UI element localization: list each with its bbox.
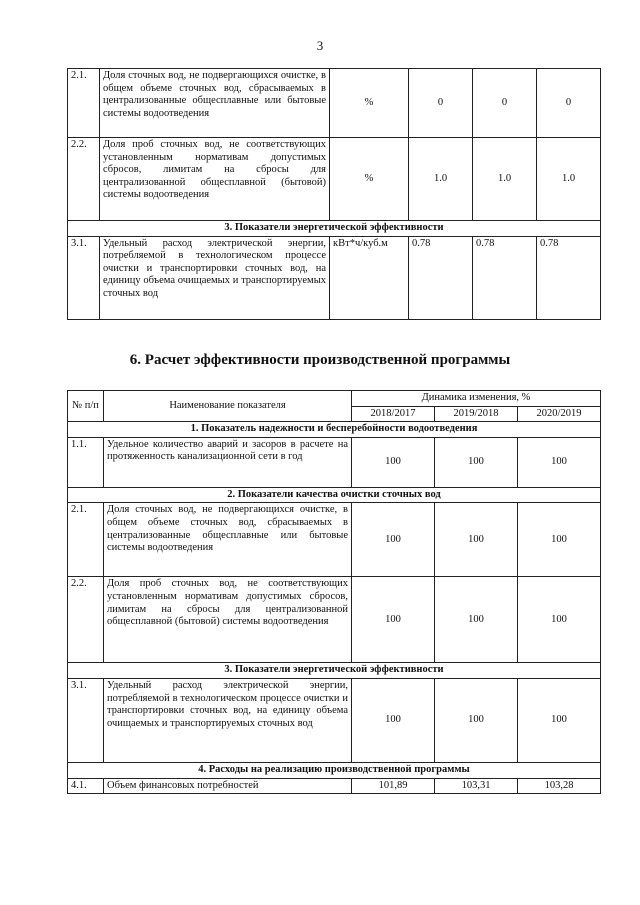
col-name-header: Наименование показателя [104,391,352,422]
col-number-header: № п/п [68,391,104,422]
efficiency-table [67,390,601,794]
indicators-table-continued [67,68,601,320]
value-cell: 0.78 [409,236,473,319]
section-title: 2. Показатели качества очистки сточных вод [68,487,601,503]
header-row [68,391,601,407]
table-row [68,778,601,794]
table-row [68,69,601,138]
table-row [68,437,601,487]
row-number: 4.1. [68,778,104,794]
section-title: 1. Показатель надежности и бесперебойности водоотведения [68,422,601,438]
section-title: 3. Показатели энергетической эффективности [68,221,601,237]
table-row [68,678,601,762]
section-row [68,487,601,503]
section-row [68,422,601,438]
value-cell: 1.0 [473,138,537,221]
section-row [68,663,601,679]
table-row [68,236,601,319]
value-cell: 100 [352,577,435,663]
col-dynamics-header: Динамика изменения, % [352,391,601,407]
table-row [68,503,601,577]
year-header: 2019/2018 [435,406,518,422]
value-cell: 100 [518,678,601,762]
indicator-name: Доля сточных вод, не подвергающихся очистке, в общем объеме сточных вод, сбрасываемых в централизованные общесплавные или бытовые системы водоотведения [100,69,330,138]
indicator-name: Удельный расход электрической энергии, потребляемой в технологическом процессе очистки и транспортировки сточных вод, на единицу объема очищаемых и транспортируемых сточных вод [100,236,330,319]
indicator-name: Объем финансовых потребностей [104,778,352,794]
value-cell: 0.78 [537,236,601,319]
value-cell: 100 [518,577,601,663]
row-number: 2.1. [68,69,100,138]
value-cell: 0 [537,69,601,138]
section-title: 3. Показатели энергетической эффективности [68,663,601,679]
table-row [68,577,601,663]
value-cell: 103,31 [435,778,518,794]
row-number: 2.2. [68,577,104,663]
indicator-name: Доля проб сточных вод, не соответствующих установленным нормативам допустимых сбросов, лимитам на сбросы для централизованной общесплавной (бытовой) системы водоотведения [104,577,352,663]
row-number: 3.1. [68,236,100,319]
indicator-name: Доля сточных вод, не подвергающихся очистке, в общем объеме сточных вод, сбрасываемых в централизованные общесплавные или бытовые системы водоотведения [104,503,352,577]
indicator-name: Доля проб сточных вод, не соответствующих установленным нормативам допустимых сбросов, лимитам на сбросы для централизованной общесплавной (бытовой) системы водоотведения [100,138,330,221]
indicator-name: Удельное количество аварий и засоров в расчете на протяженность канализационной сети в год [104,437,352,487]
page-number: 3 [316,38,324,53]
value-cell: 1.0 [409,138,473,221]
value-cell: 0 [473,69,537,138]
value-cell: 100 [352,503,435,577]
row-number: 2.2. [68,138,100,221]
value-cell: 100 [352,437,435,487]
year-header: 2020/2019 [518,406,601,422]
value-cell: 100 [435,678,518,762]
value-cell: 1.0 [537,138,601,221]
indicator-name: Удельный расход электрической энергии, потребляемой в технологическом процессе очистки и транспортировки сточных вод, на единицу объема очищаемых и транспортируемых сточных вод [104,678,352,762]
section-row [68,221,601,237]
row-number: 3.1. [68,678,104,762]
section-heading: 6. Расчет эффективности производственной программы [129,352,511,368]
unit-cell: кВт*ч/куб.м [330,236,409,319]
value-cell: 100 [435,503,518,577]
table-row [68,138,601,221]
year-header: 2018/2017 [352,406,435,422]
section-row [68,762,601,778]
value-cell: 0.78 [473,236,537,319]
value-cell: 100 [435,577,518,663]
value-cell: 100 [352,678,435,762]
value-cell: 103,28 [518,778,601,794]
value-cell: 100 [518,503,601,577]
value-cell: 0 [409,69,473,138]
unit-cell: % [330,69,409,138]
value-cell: 100 [435,437,518,487]
unit-cell: % [330,138,409,221]
value-cell: 101,89 [352,778,435,794]
row-number: 2.1. [68,503,104,577]
row-number: 1.1. [68,437,104,487]
section-title: 4. Расходы на реализацию производственной программы [68,762,601,778]
value-cell: 100 [518,437,601,487]
